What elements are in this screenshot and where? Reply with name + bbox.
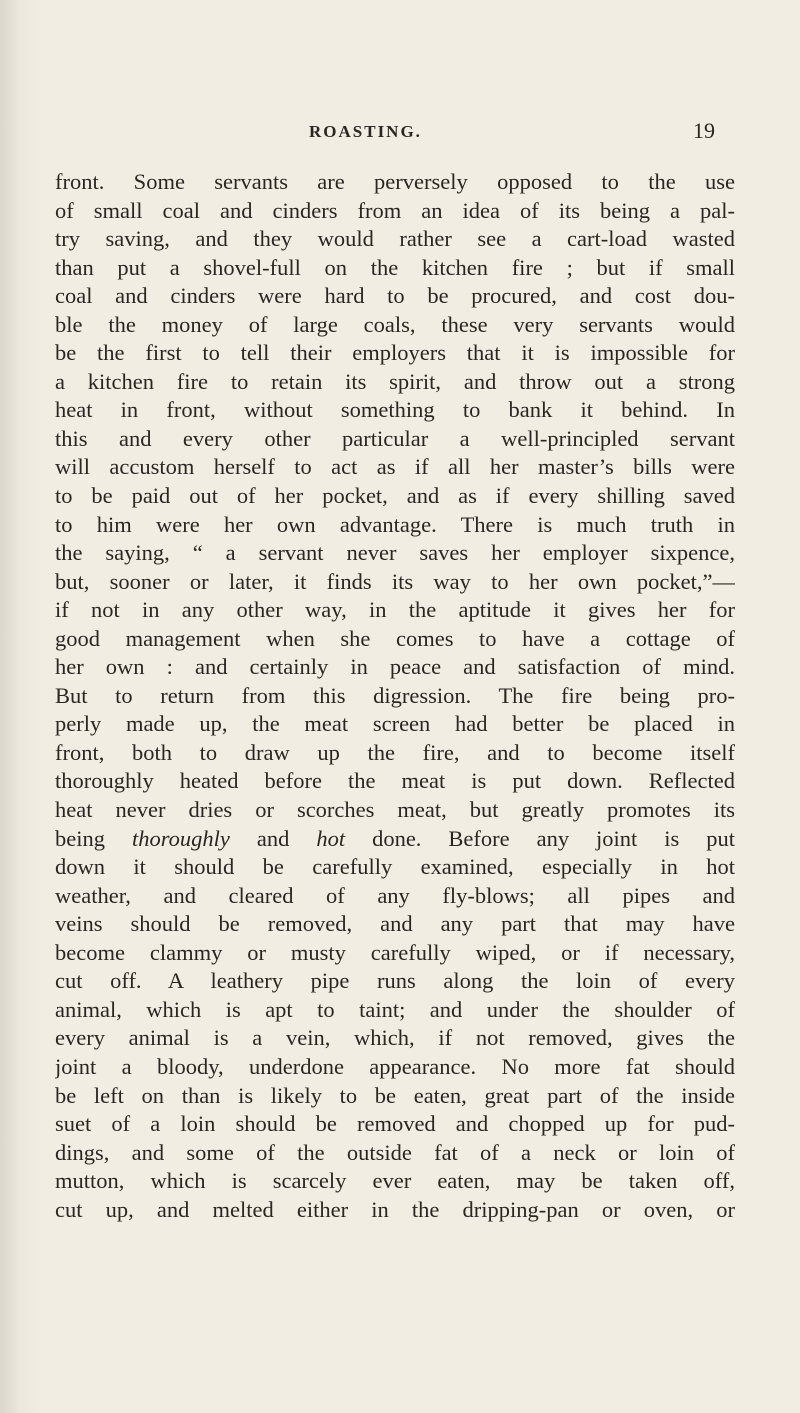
text-line: the saying, “ a servant never saves her employer sixpence, <box>55 540 735 566</box>
text-line: become clammy or musty carefully wiped, or if necessary, <box>55 939 735 965</box>
text-line: ble the money of large coals, these very servants would <box>55 311 735 337</box>
italic-word: hot <box>316 825 346 851</box>
text-line: cut off. A leathery pipe runs along the loin of every <box>55 968 735 994</box>
text-line: front, both to draw up the fire, and to become itself <box>55 739 735 765</box>
text-line: heat in front, without something to bank it behind. In <box>55 397 735 423</box>
text-line: veins should be removed, and any part that may have <box>55 911 735 937</box>
text-line: But to return from this digression. The fire being pro- <box>55 682 735 708</box>
text-line: heat never dries or scorches meat, but greatly promotes its <box>55 797 735 823</box>
text-line-with-italics <box>55 825 735 854</box>
text-line: to him were her own advantage. There is much truth in <box>55 511 735 537</box>
text-line: animal, which is apt to taint; and under the shoulder of <box>55 996 735 1022</box>
body-text <box>55 168 735 1224</box>
text-line: but, sooner or later, it finds its way to her own pocket,”— <box>55 568 735 594</box>
text-line: be the first to tell their employers that it is impossible for <box>55 340 735 366</box>
text-segment: done. Before any joint is put <box>345 825 735 851</box>
text-line: weather, and cleared of any fly-blows; all pipes and <box>55 882 735 908</box>
running-head <box>0 118 800 148</box>
text-line: every animal is a vein, which, if not removed, gives the <box>55 1025 735 1051</box>
text-line: be left on than is likely to be eaten, great part of the inside <box>55 1082 735 1108</box>
text-segment: being <box>55 825 132 851</box>
text-segment: and <box>229 825 317 851</box>
text-line: down it should be carefully examined, especially in hot <box>55 854 735 880</box>
text-line: good management when she comes to have a cottage of <box>55 625 735 651</box>
text-line: dings, and some of the outside fat of a neck or loin of <box>55 1139 735 1165</box>
text-line: mutton, which is scarcely ever eaten, may be taken off, <box>55 1168 735 1194</box>
text-line: a kitchen fire to retain its spirit, and throw out a strong <box>55 368 735 394</box>
text-line: her own : and certainly in peace and satisfaction of mind. <box>55 654 735 680</box>
text-line: joint a bloody, underdone appearance. No more fat should <box>55 1053 735 1079</box>
text-line: front. Some servants are perversely opposed to the use <box>55 169 735 194</box>
text-line: than put a shovel-full on the kitchen fire ; but if small <box>55 254 735 280</box>
text-line: of small coal and cinders from an idea of its being a pal- <box>55 197 735 223</box>
text-line: to be paid out of her pocket, and as if every shilling saved <box>55 483 735 509</box>
text-line: will accustom herself to act as if all her master’s bills were <box>55 454 735 480</box>
chapter-title: ROASTING. <box>309 122 422 141</box>
italic-word: thoroughly <box>131 825 230 851</box>
text-line: thoroughly heated before the meat is put down. Reflected <box>55 768 735 794</box>
text-line: perly made up, the meat screen had better be placed in <box>55 711 735 737</box>
text-line: this and every other particular a well-principled servant <box>55 425 735 451</box>
text-line: suet of a loin should be removed and chopped up for pud- <box>55 1111 735 1137</box>
text-line: coal and cinders were hard to be procured, and cost dou- <box>55 283 735 309</box>
text-line: try saving, and they would rather see a cart-load wasted <box>55 226 735 252</box>
page-number: 19 <box>693 118 715 143</box>
text-line: cut up, and melted either in the dripping-pan or oven, or <box>55 1196 735 1222</box>
text-line: if not in any other way, in the aptitude it gives her for <box>55 597 735 623</box>
